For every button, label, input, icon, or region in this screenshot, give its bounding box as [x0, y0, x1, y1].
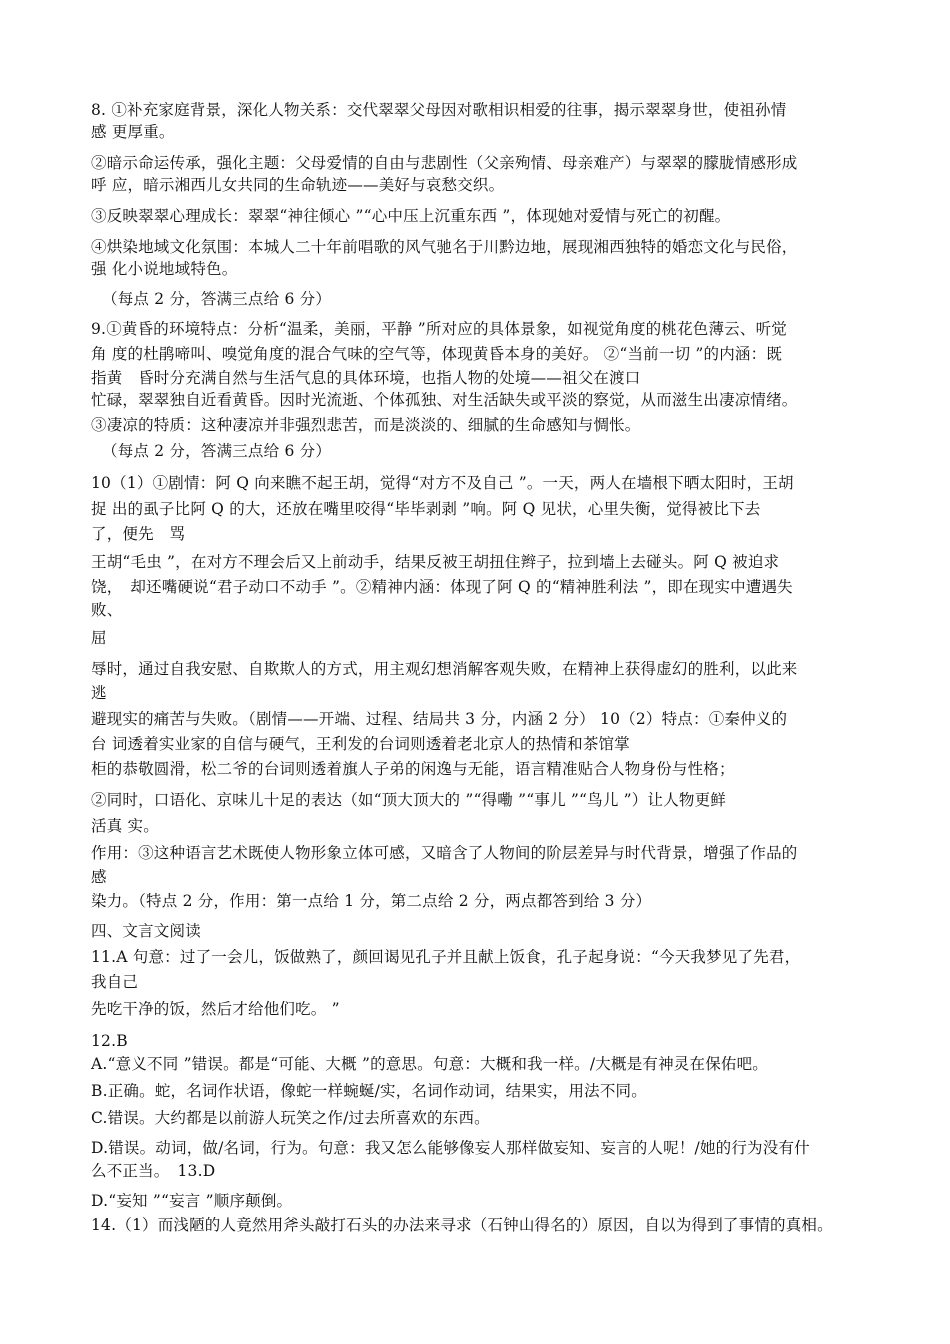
answer-9-point-1: 9.①黄昏的环境特点：分析“温柔，美丽，平静 ”所对应的具体景象，如视觉角度的桃花色薄云、听觉 — [91, 320, 787, 338]
answer-10-2-line-2: 台 词透着实业家的自信与硬气，王利发的台词则透着老北京人的热情和茶馆掌 — [91, 735, 630, 753]
section-heading-classical-chinese: 四、文言文阅读 — [91, 922, 201, 940]
answer-12-option-d-cont: 么不正当。 13.D — [91, 1162, 216, 1180]
answer-12-option-c: C.错误。大约都是以前游人玩笑之作/过去所喜欢的东西。 — [91, 1109, 490, 1127]
answer-10-1-line-9: 逃 — [91, 684, 107, 702]
answer-10-2-line-3: 柜的恭敬圆滑，松二爷的台词则透着旗人子弟的闲逸与无能，语言精准贴合人物身份与性格； — [91, 760, 735, 778]
answer-8-scoring: （每点 2 分，答满三点给 6 分） — [102, 290, 332, 308]
answer-12-option-a: A.“意义不同 ”错误。都是“可能、大概 ”的意思。句意：大概和我一样。/大概是有神灵在保佑吧。 — [91, 1055, 768, 1073]
answer-12: 12.B — [91, 1032, 128, 1050]
answer-14-1: 14.（1）而浅陋的人竟然用斧头敲打石头的办法来寻求（石钟山得名的）原因，自以为得到了事情的真相。 — [91, 1216, 833, 1234]
answer-8-point-3: ③反映翠翠心理成长：翠翠“神往倾心 ”“心中压上沉重东西 ”，体现她对爱情与死亡的初醒。 — [91, 207, 731, 225]
answer-10-1-line-2: 捉 出的虱子比阿 Q 的大，还放在嘴里咬得“毕毕剥剥 ”响。阿 Q 见状，心里失衡，觉得被比下去 — [91, 500, 761, 518]
answer-9-line-3: 指黄 昏时分充满自然与生活气息的具体环境，也指人物的处境——祖父在渡口 — [91, 369, 641, 387]
answer-9-scoring: （每点 2 分，答满三点给 6 分） — [102, 442, 332, 460]
answer-10-1-line-7: 屈 — [91, 629, 107, 647]
answer-10-2-effect: 作用：③这种语言艺术既使人物形象立体可感，又暗含了人物间的阶层差异与时代背景，增强了作品的 — [91, 844, 798, 862]
answer-12-option-b: B.正确。蛇，名词作状语，像蛇一样蜿蜒/实，名词作动词，结果实，用法不同。 — [91, 1082, 647, 1100]
answer-8-point-4: ④烘染地域文化氛围：本城人二十年前唱歌的风气驰名于川黔边地，展现湘西独特的婚恋文化与民俗， — [91, 238, 798, 256]
answer-10-1-line-1: 10（1）①剧情：阿 Q 向来瞧不起王胡，觉得“对方不及自己 ”。一天，两人在墙根下晒太阳时，王胡 — [91, 474, 794, 492]
answer-10-2-line-4: ②同时，口语化、京味儿十足的表达（如“顶大顶大的 ”“得嘞 ”“事儿 ”“鸟儿 ”）让人物更鲜 — [91, 791, 727, 809]
answer-8-point-1: 8. ①补充家庭背景，深化人物关系：交代翠翠父母因对歌相识相爱的往事，揭示翠翠身世，使祖孙情 — [91, 101, 787, 119]
answer-10-1-line-3: 了，便先 骂 — [91, 525, 186, 543]
answer-10-1-line-6: 败、 — [91, 601, 123, 619]
answer-9-point-3: ③凄凉的特质：这种凄凉并非强烈悲苦，而是淡淡的、细腻的生命感知与惆怅。 — [91, 416, 641, 434]
answer-11-line-2: 我自己 — [91, 973, 139, 991]
answer-11-line-3: 先吃干净的饭，然后才给他们吃。 ” — [91, 1000, 340, 1018]
answer-10-1-line-8: 辱时，通过自我安慰、自欺欺人的方式，用主观幻想消解客观失败，在精神上获得虚幻的胜利，以此来 — [91, 660, 798, 678]
answer-8-point-2-cont: 呼 应，暗示湘西儿女共同的生命轨迹——美好与哀愁交织。 — [91, 176, 505, 194]
answer-8-point-4-cont: 强 化小说地域特色。 — [91, 260, 238, 278]
answer-9-line-4: 忙碌，翠翠独自近看黄昏。因时光流逝、个体孤独、对生活缺失或平淡的察觉，从而滋生出凄凉情绪。 — [91, 391, 798, 409]
answer-11-line-1: 11.A 句意：过了一会儿，饭做熟了，颜回谒见孔子并且献上饭食，孔子起身说：“今天我梦见了先君， — [91, 948, 801, 966]
answer-10-1-scoring: 避现实的痛苦与失败。（剧情——开端、过程、结局共 3 分，内涵 2 分） 10（2）特点：①秦仲义的 — [91, 710, 788, 728]
answer-9-line-2: 角 度的杜鹃啼叫、嗅觉角度的混合气味的空气等，体现黄昏本身的美好。 ②“当前一切 ”的内涵：既 — [91, 345, 783, 363]
answer-12-option-d: D.错误。动词，做/名词，行为。句意：我又怎么能够像妄人那样做妄知、妄言的人呢！/她的行为没有什 — [91, 1139, 810, 1157]
answer-10-2-line-5: 活真 实。 — [91, 817, 159, 835]
answer-10-2-effect-cont: 感 — [91, 868, 107, 886]
answer-10-2-scoring: 染力。（特点 2 分，作用：第一点给 1 分，第二点给 2 分，两点都答到给 3 分） — [91, 892, 652, 910]
answer-13-explanation: D.“妄知 ”“妄言 ”顺序颠倒。 — [91, 1192, 293, 1210]
answer-8-point-2: ②暗示命运传承，强化主题：父母爱情的自由与悲剧性（父亲殉情、母亲难产）与翠翠的朦胧情感形成 — [91, 154, 798, 172]
answer-8-point-1-cont: 感 更厚重。 — [91, 123, 175, 141]
answer-10-1-line-5: 饶， 却还嘴硬说“君子动口不动手 ”。②精神内涵：体现了阿 Q 的“精神胜利法 ”，即在现实中遭遇失 — [91, 578, 793, 596]
answer-10-1-line-4: 王胡“毛虫 ”，在对方不理会后又上前动手，结果反被王胡扭住辫子，拉到墙上去碰头。阿 Q 被迫求 — [91, 553, 780, 571]
